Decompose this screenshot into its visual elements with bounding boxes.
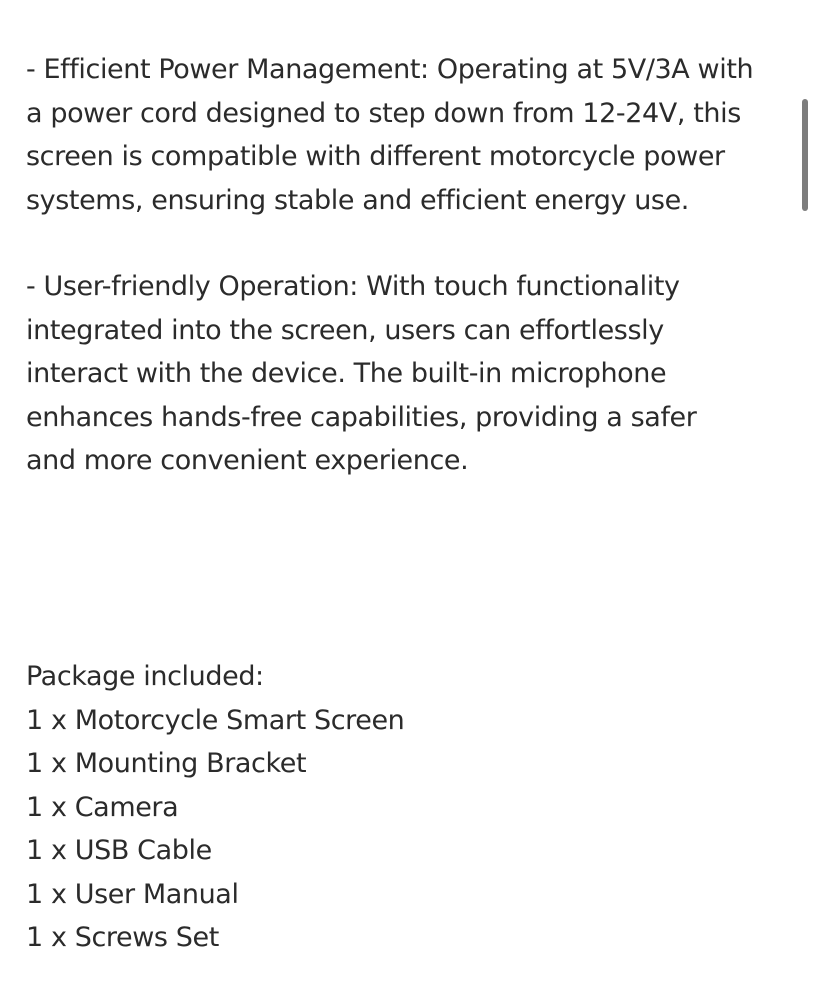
package-item-usb-cable: 1 x USB Cable [26, 835, 212, 866]
package-item-smart-screen: 1 x Motorcycle Smart Screen [26, 704, 405, 736]
user-operation-paragraph: - User-friendly Operation: With touch functionality integrated into the screen, users can effortlessly interact with the device. The built-in microphone enhances hands-free capabilities, providing a safer and more convenient experience. [26, 271, 697, 476]
vertical-scrollbar[interactable] [802, 99, 808, 211]
package-item-mounting-bracket: 1 x Mounting Bracket [26, 748, 307, 779]
power-management-paragraph: - Efficient Power Management: Operating at 5V/3A with a power cord designed to step down from 12-24V, this screen is compatible with different motorcycle power systems, ensuring stable and efficient energy use. [26, 54, 754, 216]
package-item-screws-set: 1 x Screws Set [26, 922, 219, 953]
package-included-section [26, 655, 404, 960]
product-description [26, 48, 786, 483]
package-item-user-manual: 1 x User Manual [26, 878, 239, 910]
package-item-camera: 1 x Camera [26, 791, 179, 823]
package-heading: Package included: [26, 661, 264, 692]
